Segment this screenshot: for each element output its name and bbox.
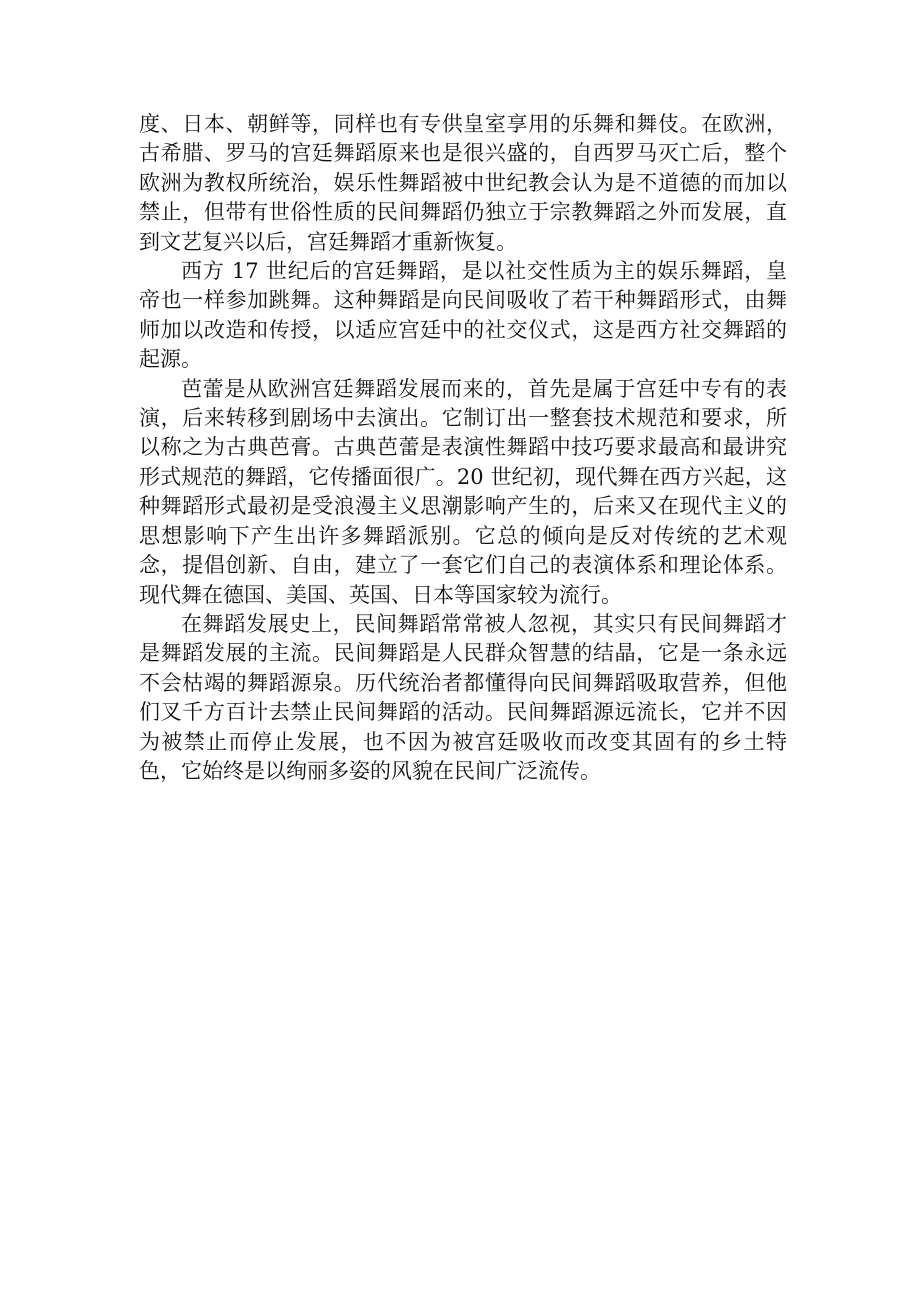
paragraph-continued: 度、日本、朝鲜等，同样也有专供皇室享用的乐舞和舞伎。在欧洲，古希腊、罗马的宫廷舞蹈原来也是很兴盛的，自西罗马灭亡后，整个欧洲为教权所统治，娱乐性舞蹈被中世纪教会认为是不道德的而加以禁止，但带有世俗性质的民间舞蹈仍独立于宗教舞蹈之外而发展，直到文艺复兴以后，宫廷舞蹈才重新恢复。 (139, 112, 787, 254)
paragraph-folk-dance: 在舞蹈发展史上，民间舞蹈常常被人忽视，其实只有民间舞蹈才是舞蹈发展的主流。民间舞蹈是人民群众智慧的结晶，它是一条永远不会枯竭的舞蹈源泉。历代统治者都懂得向民间舞蹈吸取营养，但他们叉千方百计去禁止民间舞蹈的活动。民间舞蹈源远流长，它并不因为被禁止而停止发展，也不因为被宫廷吸收而改变其固有的乡土特色，它始终是以绚丽多姿的风貌在民间广泛流传。 (139, 611, 787, 783)
paragraph-ballet: 芭蕾是从欧洲宫廷舞蹈发展而来的，首先是属于宫廷中专有的表演，后来转移到剧场中去演出。它制订出一整套技术规范和要求，所以称之为古典芭膏。古典芭蕾是表演性舞蹈中技巧要求最高和最讲究形式规范的舞蹈，它传播面很广。20 世纪初，现代舞在西方兴起，这种舞蹈形式最初是受浪漫主义思潮影响产生的，后来又在现代主义的思想影响下产生出许多舞蹈派别。它总的倾向是反对传统的艺术观念，提倡创新、自由，建立了一套它们自己的表演体系和理论体系。现代舞在德国、美国、英国、日本等国家较为流行。 (139, 376, 787, 607)
document-body (139, 110, 787, 786)
paragraph-court-dance: 西方 17 世纪后的宫廷舞蹈，是以社交性质为主的娱乐舞蹈，皇帝也一样参加跳舞。这种舞蹈是向民间吸收了若干种舞蹈形式，由舞师加以改造和传授，以适应宫廷中的社交仪式，这是西方社交舞蹈的起源。 (139, 259, 787, 372)
